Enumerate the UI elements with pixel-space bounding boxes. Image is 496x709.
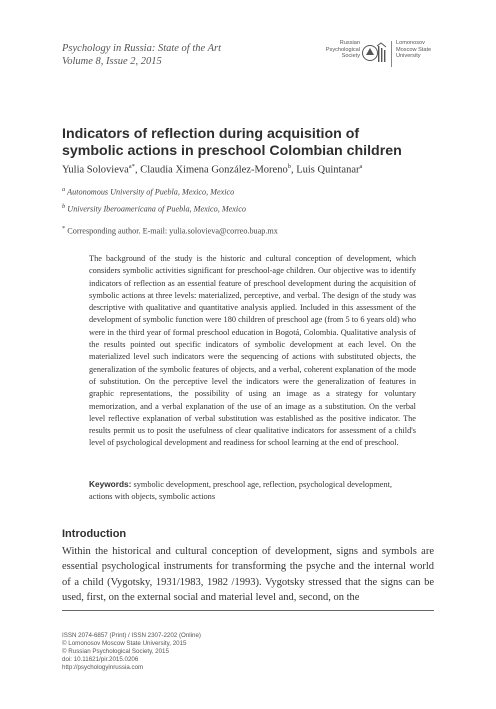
footer-info bbox=[62, 632, 201, 672]
keywords-label: Keywords: bbox=[89, 479, 132, 489]
footer-url: http://psychologyinrussia.com bbox=[62, 663, 144, 671]
journal-title: Psychology in Russia: State of the Art bbox=[62, 43, 222, 54]
footer-issn: ISSN 2074-6857 (Print) / ISSN 2307-2202 (Online) bbox=[62, 632, 201, 639]
affiliation-b: $^b$ University Iberoamericana of Puebla, Mexico, Mexico bbox=[62, 203, 246, 214]
publisher-logos bbox=[318, 40, 438, 72]
logo-divider bbox=[391, 41, 392, 67]
journal-info bbox=[62, 42, 221, 68]
footer-copyright-university: © Lomonosov Moscow State University, 2015 bbox=[62, 639, 187, 647]
author-name: Yulia Solovieva bbox=[62, 164, 129, 176]
intro-paragraph: Within the historical and cultural conception of development, signs and symbols are essential psychological instruments for transforming the psyche and the internal world of a child (Vygotsky, 1931/1983, 1982 /1993). Vygotsky stressed that the signs can be used, first, on the external social and material level and, second, on the bbox=[62, 546, 434, 603]
affiliation-a: $^a$ Autonomous University of Puebla, Mexico, Mexico bbox=[62, 186, 235, 197]
keywords bbox=[89, 478, 416, 504]
author-name: Luis Quintanar bbox=[296, 164, 360, 176]
article-title: Indicators of reflection during acquisition of symbolic actions in preschool Colombian children bbox=[62, 126, 402, 159]
journal-volume: Volume 8, Issue 2, 2015 bbox=[62, 56, 162, 67]
keywords-text: symbolic development, preschool age, reflection, psychological development, actions with objects, symbolic actions bbox=[89, 480, 393, 502]
university-emblem-icon bbox=[362, 42, 388, 64]
author-name: Claudia Ximena González-Moreno bbox=[140, 164, 288, 176]
footer-copyright-society: © Russian Psychological Society, 2015 bbox=[62, 647, 169, 655]
society-name: Russian Psychological Society bbox=[325, 40, 360, 60]
author-list: Yulia Solovieva$^{a*}$, Claudia Ximena González-Moreno$^b$, Luis Quintanar$^a$ bbox=[62, 163, 363, 176]
corresponding-author: * Corresponding author. E-mail: yulia.solovieva@correo.buap.mx bbox=[62, 225, 278, 236]
footer-divider bbox=[62, 610, 434, 611]
section-heading: Introduction bbox=[62, 528, 127, 540]
university-name: Lomonosov Moscow State University bbox=[396, 40, 432, 60]
abstract: The background of the study is the historic and cultural conception of development, which considers symbolic activities significant for preschool-age children. Our objective was to identify indicators of reflection as an essential feature of preschool development during the acquisition of symbolic actions at three levels: materialized, perceptive, and verbal. The design of the study was descriptive with qualitative and quantitative analysis applied. Included in this assessment of the development of symbolic function were 180 children of preschool age (from 5 to 6 years old) who were in the third year of formal preschool education in Bogotá, Colombia. Qualitative analysis of the results pointed out specific indicators of symbolic development at each level. On the materialized level such indicators were the sequencing of actions with substituted objects, the generalization of the symbolic features of objects, and a verbal, coherent explanation of the mode of substitution. On the perceptive level the indicators were the generalization of features in graphic representations, the possibility of using an image as a strategy for voluntary memorization, and a verbal explanation of the use of an image as a substitution. On the verbal level reflective explanation of verbal substitution was established as the positive indicator. The results permit us to posit the usefulness of clear qualitative indicators for assessment of a child's level of psychological development and readiness for school learning at the end of preschool. bbox=[89, 254, 416, 448]
footer-doi: doi: 10.11621/pir.2015.0206 bbox=[62, 655, 139, 663]
